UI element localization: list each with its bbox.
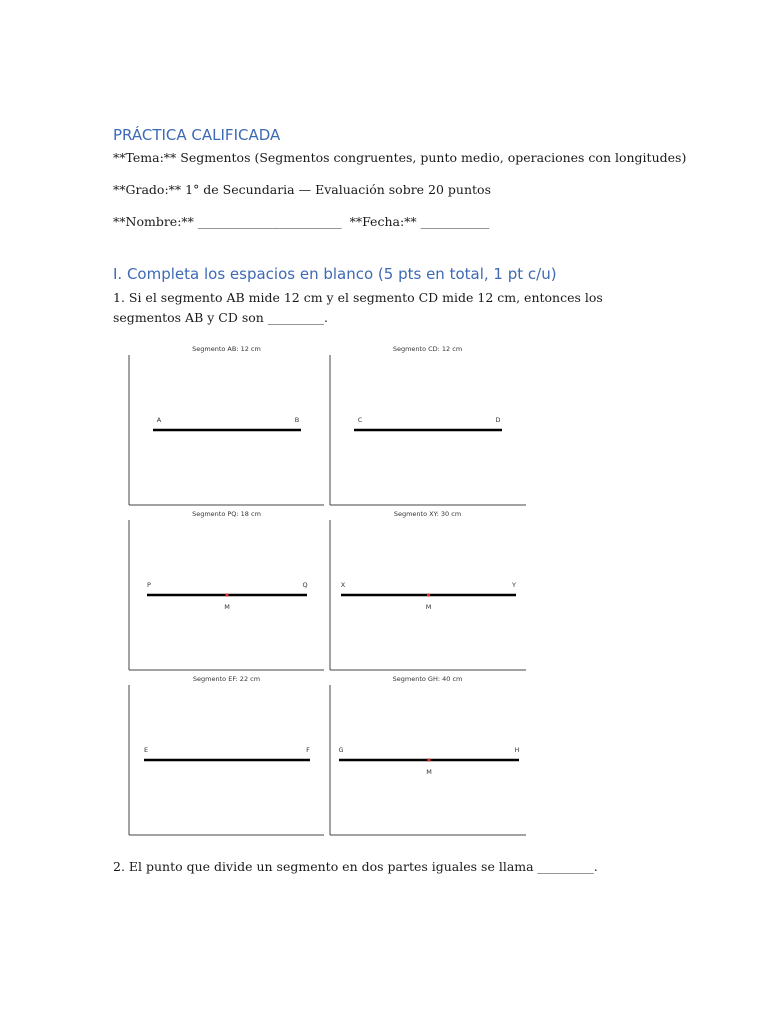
panel-6-midpoint-dot <box>427 758 430 761</box>
panel-4-title: Segmento XY: 30 cm <box>393 510 462 518</box>
panel-4-start-label: X <box>340 581 346 589</box>
panel-1-start-label: A <box>156 416 162 424</box>
panel-6-midpoint-label: M <box>426 768 432 776</box>
panel-4-end-label: Y <box>512 581 516 589</box>
grade-line: **Grado:** 1° de Secundaria — Evaluación sobre 20 puntos <box>113 182 491 197</box>
section-heading: I. Completa los espacios en blanco (5 pts en total, 1 pt c/u) <box>113 265 557 283</box>
panel-6-end-label: H <box>514 746 520 754</box>
panel-2-start-label: C <box>357 416 363 424</box>
panel-2-end-label: D <box>495 416 501 424</box>
page-title: PRÁCTICA CALIFICADA <box>113 126 281 144</box>
panel-3-end-label: Q <box>302 581 308 589</box>
question-2: 2. El punto que divide un segmento en dos partes iguales se llama _________. <box>113 859 598 874</box>
panel-5-title: Segmento EF: 22 cm <box>192 675 261 683</box>
panel-5-start-label: E <box>143 746 149 754</box>
panel-1-end-label: B <box>294 416 300 424</box>
panel-3-midpoint-label: M <box>224 603 230 611</box>
panel-3-title: Segmento PQ: 18 cm <box>192 510 261 518</box>
question-1: 1. Si el segmento AB mide 12 cm y el segmento CD mide 12 cm, entonces los segmentos AB y CD son _________. <box>113 290 603 325</box>
topic-line: **Tema:** Segmentos (Segmentos congruentes, punto medio, operaciones con longitudes) <box>113 150 687 165</box>
segments-figure <box>122 337 526 837</box>
panel-4-midpoint-dot <box>427 593 430 596</box>
panel-3-midpoint-dot <box>225 593 228 596</box>
name-date-line: **Nombre:** _______________________ **Fecha:** ___________ <box>113 214 490 229</box>
panel-5-end-label: F <box>306 746 310 754</box>
panel-6-title: Segmento GH: 40 cm <box>392 675 463 683</box>
panel-3-start-label: P <box>147 581 151 589</box>
panel-4-midpoint-label: M <box>425 603 432 611</box>
panel-6-start-label: G <box>338 746 344 754</box>
panel-1-title: Segmento AB: 12 cm <box>192 345 261 353</box>
panel-2-title: Segmento CD: 12 cm <box>392 345 463 353</box>
